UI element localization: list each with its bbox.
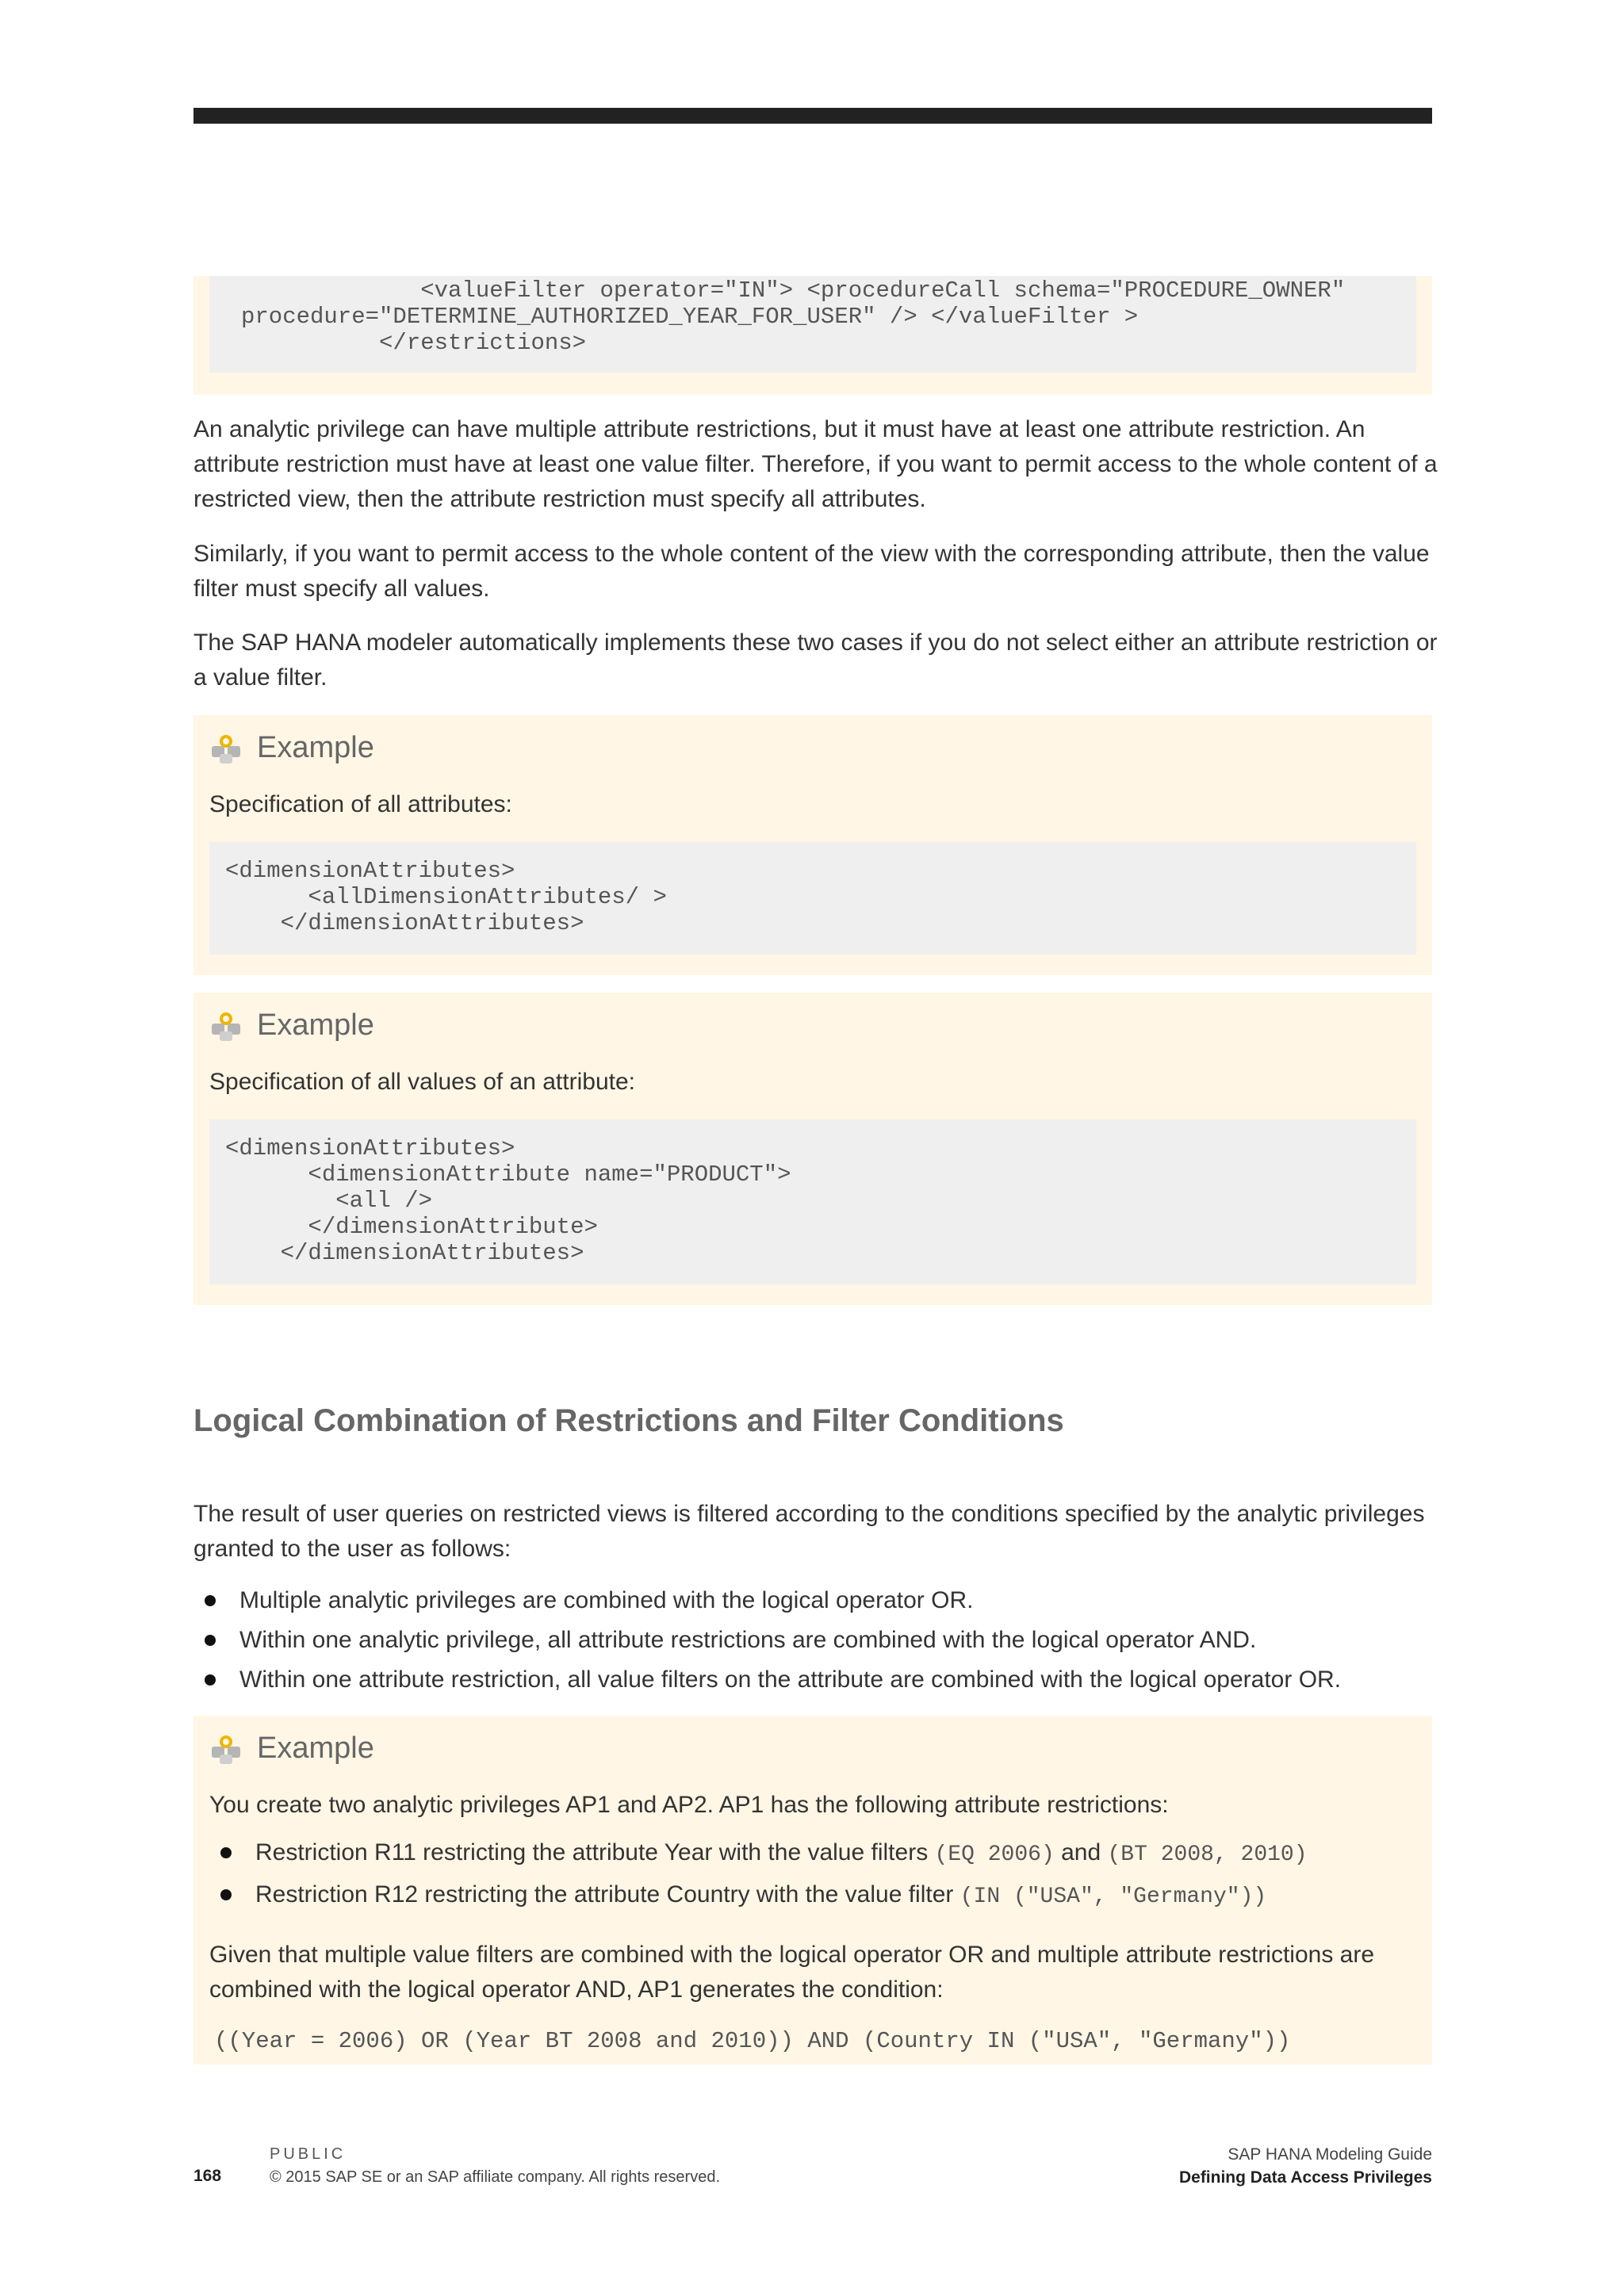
code-block [209, 842, 1416, 955]
code-line: </dimensionAttribute> [225, 1214, 598, 1240]
list-item-text: Multiple analytic privileges are combined with the logical operator OR. [239, 1587, 974, 1613]
inline-code: (BT 2008, 2010) [1107, 1843, 1308, 1867]
code-continuation-box [193, 276, 1432, 395]
paragraph-modeler: The SAP HANA modeler automatically implements these two cases if you do not select either an attribute restriction or a value filter. [193, 629, 1438, 691]
list-item-text: Restriction R11 restricting the attribute Year with the value filters [255, 1839, 935, 1866]
example-header [209, 731, 374, 765]
footer-classification: PUBLIC [270, 2145, 347, 2163]
code-block [209, 276, 1416, 373]
code-line: <all /> [225, 1188, 433, 1214]
example-conclusion: Given that multiple value filters are combined with the logical operator OR and multiple attribute restrictions are combined with the logical operator AND, AP1 generates the condition: [209, 1942, 1375, 2003]
paragraph-restrictions: An analytic privilege can have multiple attribute restrictions, but it must have at least one attribute restriction. An attribute restriction must have at least one value filter. Therefore, if you want to permit access to the whole content of a restricted view, then the attribute restriction must specify all attributes. [193, 416, 1438, 512]
section-heading: Logical Combination of Restrictions and Filter Conditions [193, 1403, 1064, 1438]
example-box [193, 1716, 1432, 2064]
paragraph-value-filter: Similarly, if you want to permit access to the whole content of the view with the corresponding attribute, then the value filter must specify all values. [193, 541, 1430, 602]
combination-rules-list [193, 1581, 1438, 1700]
code-line: <allDimensionAttributes/ > [225, 884, 667, 910]
example-icon [209, 1732, 243, 1766]
example-title: Example [257, 1732, 374, 1765]
restriction-list [193, 1833, 1415, 1917]
list-item [193, 1581, 1438, 1621]
list-item-text: Within one attribute restriction, all value filters on the attribute are combined with the logical operator OR. [239, 1667, 1342, 1693]
inline-code: (EQ 2006) [934, 1843, 1055, 1867]
condition-code: ((Year = 2006) OR (Year BT 2008 and 2010)) AND (Country IN ("USA", "Germany")) [214, 2028, 1291, 2054]
example-title: Example [257, 1008, 374, 1042]
list-item-text: Restriction R12 restricting the attribute Country with the value filter [255, 1881, 960, 1908]
code-line: <valueFilter operator="IN"> <procedureCall schema="PROCEDURE_OWNER" [241, 277, 1346, 304]
example-title: Example [257, 731, 374, 764]
example-subtitle: Specification of all attributes: [209, 791, 512, 817]
footer-guide-title: SAP HANA Modeling Guide [1228, 2145, 1432, 2164]
code-line: <dimensionAttributes> [225, 1135, 515, 1161]
footer-section-title: Defining Data Access Privileges [1178, 2168, 1432, 2187]
example-box [193, 993, 1432, 1305]
code-line: <dimensionAttributes> [225, 858, 515, 884]
bullet-icon [205, 1595, 216, 1606]
bullet-icon [220, 1847, 232, 1858]
list-item-text: and [1054, 1839, 1108, 1866]
inline-code: (IN ("USA", "Germany")) [959, 1885, 1267, 1909]
example-intro: You create two analytic privileges AP1 and AP2. AP1 has the following attribute restrictions: [209, 1792, 1169, 1818]
example-icon [209, 1009, 243, 1043]
list-item [193, 1833, 1415, 1875]
code-line: </dimensionAttributes> [225, 1240, 584, 1266]
section-intro: The result of user queries on restricted views is filtered according to the conditions specified by the analytic privileges granted to the user as follows: [193, 1501, 1425, 1562]
list-item [193, 1660, 1438, 1700]
bullet-icon [220, 1889, 232, 1900]
example-box [193, 715, 1432, 975]
header-bar [193, 108, 1432, 124]
footer-copyright: © 2015 SAP SE or an SAP affiliate company. All rights reserved. [270, 2168, 721, 2186]
bullet-icon [205, 1674, 216, 1686]
example-header [209, 1732, 374, 1766]
bullet-icon [205, 1635, 216, 1646]
example-icon [209, 732, 243, 765]
code-block [209, 1119, 1416, 1284]
code-line: </restrictions> [241, 330, 587, 356]
code-line: </dimensionAttributes> [225, 910, 584, 936]
code-line: <dimensionAttribute name="PRODUCT"> [225, 1161, 791, 1188]
code-line: procedure="DETERMINE_AUTHORIZED_YEAR_FOR_USER" /> </valueFilter > [241, 304, 1139, 330]
example-subtitle: Specification of all values of an attribute: [209, 1069, 635, 1095]
list-item [193, 1875, 1415, 1917]
page-number: 168 [193, 2167, 222, 2185]
list-item-text: Within one analytic privilege, all attribute restrictions are combined with the logical operator AND. [239, 1627, 1257, 1653]
list-item [193, 1621, 1438, 1660]
example-header [209, 1008, 374, 1043]
